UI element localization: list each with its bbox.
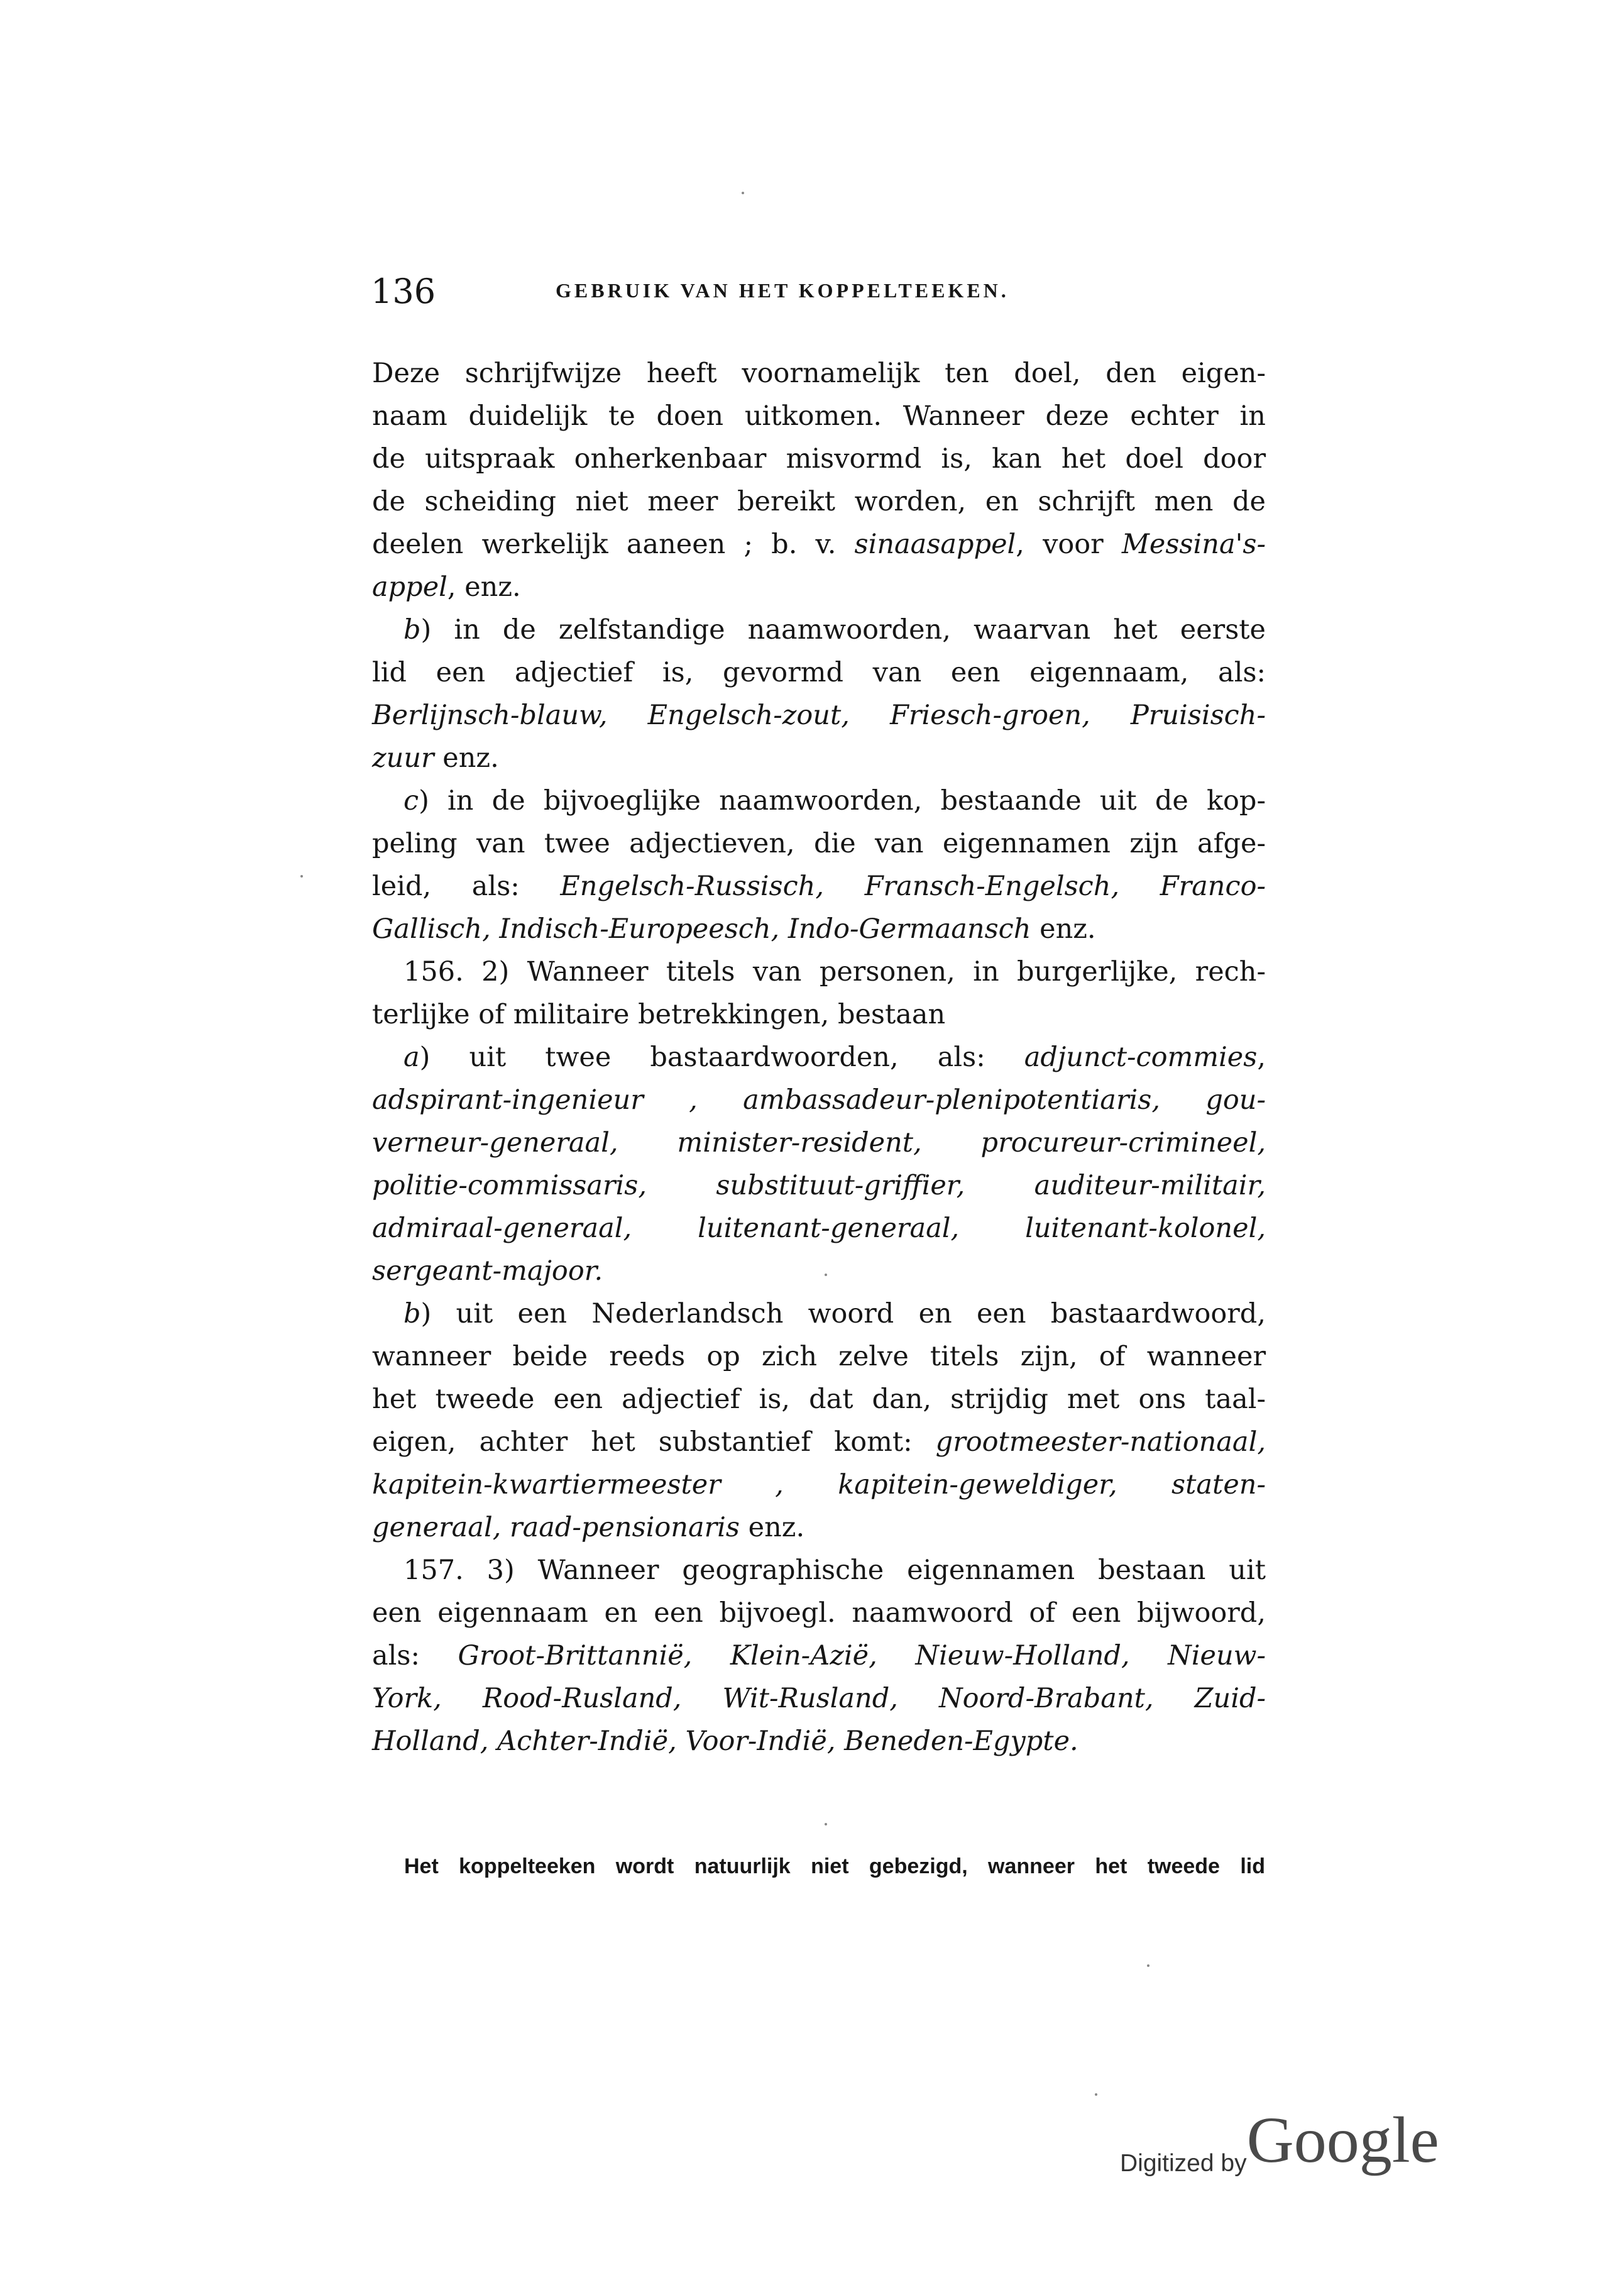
- text-line: sergeant-majoor.: [372, 1255, 603, 1287]
- text-line: zuur enz.: [372, 742, 499, 774]
- text-line: generaal, raad-pensionaris enz.: [372, 1512, 805, 1543]
- text-line: b) uit een Nederlandsch woord en een bastaardwoord,: [403, 1298, 1266, 1329]
- text-line: een eigennaam en een bijvoegl. naamwoord of een bijwoord,: [372, 1597, 1266, 1629]
- text-line: 156. 2) Wanneer titels van personen, in burgerlijke, rech-: [403, 956, 1266, 988]
- scan-speck: [825, 1274, 827, 1276]
- text-line: Deze schrijfwijze heeft voornamelijk ten doel, den eigen-: [372, 358, 1266, 389]
- text-line: eigen, achter het substantief komt: grootmeester-nationaal,: [372, 1426, 1266, 1458]
- text-line: deelen werkelijk aaneen ; b. v. sinaasappel, voor Messina's-: [372, 529, 1266, 560]
- text-line: a) uit twee bastaardwoorden, als: adjunct-commies,: [403, 1042, 1266, 1073]
- page-number: 136: [371, 272, 436, 311]
- scan-speck: [300, 875, 303, 878]
- text-line: naam duidelijk te doen uitkomen. Wanneer deze echter in: [372, 400, 1266, 432]
- text-line: de scheiding niet meer bereikt worden, en schrijft men de: [372, 486, 1266, 517]
- scan-speck: [1147, 1964, 1149, 1967]
- text-line: kapitein-kwartiermeester , kapitein-geweldiger, staten-: [372, 1469, 1266, 1500]
- text-line: terlijke of militaire betrekkingen, bestaan: [372, 999, 946, 1030]
- text-line: lid een adjectief is, gevormd van een eigennaam, als:: [372, 657, 1266, 688]
- scan-speck: [825, 1823, 827, 1825]
- digitized-by-watermark: [1120, 2103, 1459, 2178]
- running-title: GEBRUIK VAN HET KOPPELTEEKEN.: [556, 279, 1009, 302]
- text-line: peling van twee adjectieven, die van eigennamen zijn afge-: [372, 828, 1266, 859]
- scan-speck: [1095, 2093, 1097, 2096]
- text-line: verneur-generaal, minister-resident, procureur-crimineel,: [372, 1127, 1266, 1159]
- text-line: York, Rood-Rusland, Wit-Rusland, Noord-Brabant, Zuid-: [372, 1683, 1266, 1714]
- text-line: appel, enz.: [372, 571, 521, 603]
- text-line: als: Groot-Brittannië, Klein-Azië, Nieuw-Holland, Nieuw-: [372, 1640, 1266, 1671]
- text-line: 157. 3) Wanneer geographische eigennamen bestaan uit: [403, 1555, 1266, 1586]
- text-line: Holland, Achter-Indië, Voor-Indië, Beneden-Egypte.: [372, 1726, 1078, 1757]
- text-line: admiraal-generaal, luitenant-generaal, luitenant-kolonel,: [372, 1213, 1266, 1244]
- digitized-by-label: Digitized by: [1120, 2150, 1247, 2177]
- text-line: adspirant-ingenieur , ambassadeur-plenipotentiaris, gou-: [372, 1084, 1266, 1116]
- text-line: de uitspraak onherkenbaar misvormd is, kan het doel door: [372, 443, 1266, 475]
- text-line: Gallisch, Indisch-Europeesch, Indo-Germaansch enz.: [372, 913, 1096, 945]
- text-line: het tweede een adjectief is, dat dan, strijdig met ons taal-: [372, 1384, 1266, 1415]
- text-line: b) in de zelfstandige naamwoorden, waarvan het eerste: [403, 614, 1266, 646]
- text-line: politie-commissaris, substituut-griffier, auditeur-militair,: [372, 1170, 1266, 1201]
- text-line: wanneer beide reeds op zich zelve titels zijn, of wanneer: [372, 1341, 1266, 1372]
- text-line: leid, als: Engelsch-Russisch, Fransch-Engelsch, Franco-: [372, 871, 1266, 902]
- body-text: [372, 352, 1266, 1763]
- google-logo: Google: [1246, 2104, 1439, 2176]
- text-line: c) in de bijvoeglijke naamwoorden, bestaande uit de kop-: [403, 785, 1266, 817]
- scan-speck: [742, 192, 744, 194]
- page-header: [371, 272, 1270, 316]
- footnote: Het koppelteeken wordt natuurlijk niet gebezigd, wanneer het tweede lid: [404, 1854, 1265, 1878]
- text-line: Berlijnsch-blauw, Engelsch-zout, Friesch-groen, Pruisisch-: [372, 700, 1266, 731]
